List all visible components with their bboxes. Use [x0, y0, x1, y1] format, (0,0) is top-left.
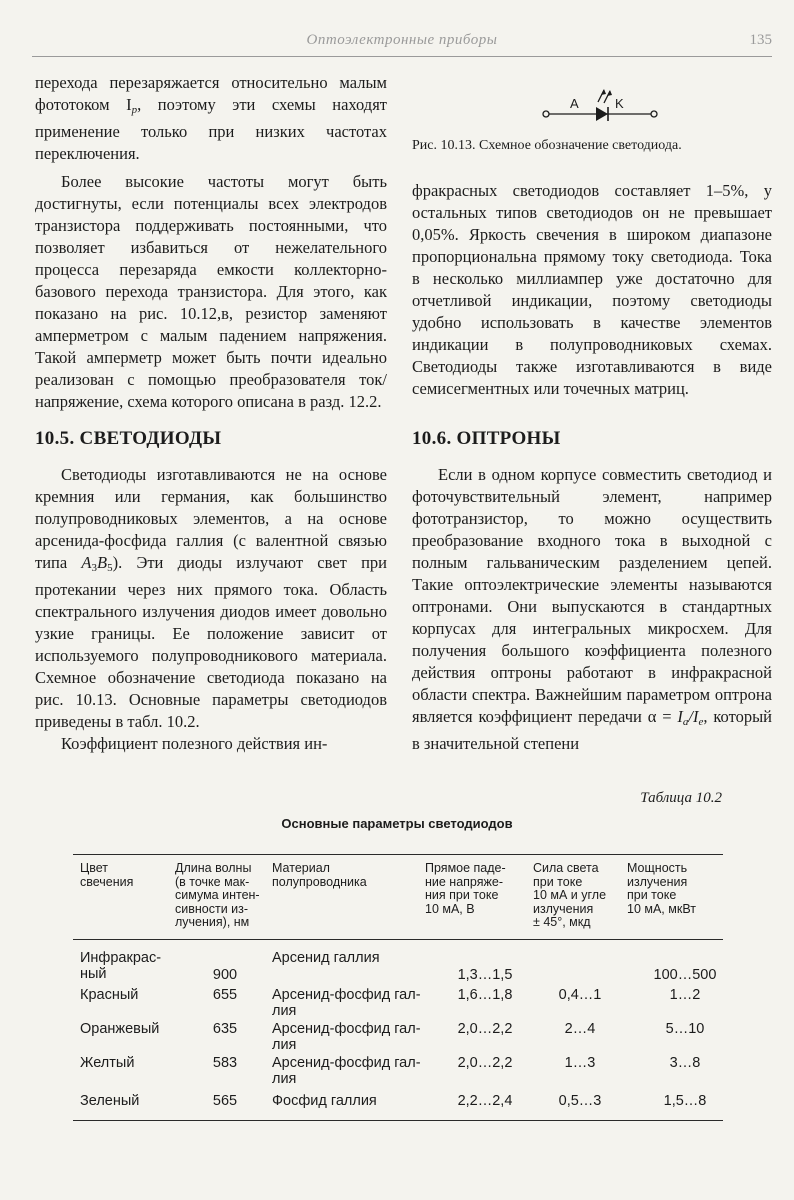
text: Если в одном корпусе совместить светодиод и фоточувствительный элемент, например фототранзистор, то можно осуществить преобразование входного тока в выходной с полным гальваническим разделением цепей. Такие оптоэлектрические элементы называются оптронами. Они выпускаются в стандартных корпусах для интегральных микросхем. Для получения большого коэффициента полезного действия оптроны работают в инфракрасной области спектра. Важнейшим параметром оптрона является коэффициент передачи α = — [412, 465, 772, 726]
text: , поэтому эти схемы находят применение только при низких частотах переключения. — [35, 95, 387, 163]
table-header-cell: Сила света при токе 10 мА и угле излучения ± 45°, мкд — [533, 861, 607, 929]
text: ). Эти диоды излучают свет при протекании через них прямого тока. Область спектрального излучения диодов имеет довольно узкие границы. Ее положение зависит от используемого полупроводникового материала. Схемное обозначение светодиода показано на рис. 10.13. Основные параметры светодиодов приведены в табл. 10.2. — [35, 553, 387, 731]
paragraph: фракрасных светодиодов составляет 1–5%, у остальных типов светодиодов он не превышает 0,05%. Яркость свечения в широком диапазоне пропорциональна прямому току светодиода. Тока в несколько миллиампер уже достаточно для отчетливой индикации, поэтому светодиоды удобно использовать в качестве элементов индикации в полупроводниковых схемах. Светодиоды также изготавливаются в виде семисегментных или точечных матриц. — [412, 181, 772, 398]
table-header-cell: Цвет свечения — [80, 861, 134, 889]
table-cell-power: 3…8 — [669, 1055, 701, 1071]
table-cell-intensity: 0,4…1 — [558, 987, 602, 1003]
table-header-cell: Длина волны (в точке мак- симума интен- сивности из- лучения), нм — [175, 861, 260, 929]
paragraph — [412, 464, 772, 755]
table-cell-power: 1,5…8 — [663, 1093, 707, 1109]
led-symbol-figure — [540, 86, 660, 126]
running-head-title: Оптоэлектронные приборы — [306, 32, 498, 48]
cathode-label: K — [615, 96, 624, 111]
table-cell-intensity: 2…4 — [564, 1021, 596, 1037]
subscript: 3 — [91, 562, 98, 574]
left-column-bottom — [35, 464, 387, 755]
table-bottom-rule — [73, 1120, 723, 1121]
table-cell-material: Арсенид-фосфид гал- лия — [272, 987, 421, 1019]
paragraph: Коэффициент полезного действия ин- — [61, 734, 328, 753]
table-cell-wavelength: 635 — [212, 1021, 238, 1037]
running-head — [32, 32, 772, 57]
table-cell-voltage: 1,6…1,8 — [457, 987, 513, 1003]
text: перехода перезаряжается относительно малым фототоком I — [35, 73, 387, 114]
table-cell-voltage: 2,0…2,2 — [457, 1021, 513, 1037]
table-cell-material: Арсенид галлия — [272, 950, 380, 966]
formula: I — [677, 707, 683, 726]
formula: /I — [688, 707, 699, 726]
section-heading-optocouplers: 10.6. ОПТРОНЫ — [412, 428, 561, 449]
text: , который в значительной степени — [412, 707, 772, 753]
table-cell-color: Инфракрас- ный — [80, 950, 162, 982]
table-cell-material: Фосфид галлия — [272, 1093, 377, 1109]
table-cell-color: Оранжевый — [80, 1021, 160, 1037]
table-cell-wavelength: 583 — [212, 1055, 238, 1071]
left-column-top — [35, 72, 387, 413]
table-cell-power: 1…2 — [669, 987, 701, 1003]
table-cell-color: Красный — [80, 987, 139, 1003]
anode-label: A — [570, 96, 579, 111]
paragraph: Более высокие частоты могут быть достигнуты, если потенциалы всех электродов транзистора поддерживать постоянными, что позволяет избавиться от нежелательного процесса перезаряда емкости коллекторно-базового перехода транзистора. Для этого, как показано на рис. 10.12,в, резистор заменяют амперметром с малым падением напряжения. Такой амперметр может быть почти идеально реализован с помощью преобразователя ток/напряжение, схема которого описана в разд. 12.2. — [35, 172, 387, 411]
section-heading-leds: 10.5. СВЕТОДИОДЫ — [35, 428, 222, 449]
right-column-top — [412, 180, 772, 400]
table-top-rule — [73, 854, 723, 855]
table-cell-power: 100…500 — [653, 967, 717, 983]
right-column-bottom — [412, 464, 772, 755]
table-header-rule — [73, 939, 723, 940]
subscript: a — [682, 716, 689, 728]
paragraph — [35, 72, 387, 165]
subscript: e — [698, 716, 704, 728]
table-cell-voltage: 1,3…1,5 — [457, 967, 513, 983]
table-cell-material: Арсенид-фосфид гал- лия — [272, 1055, 421, 1087]
table-cell-material: Арсенид-фосфид гал- лия — [272, 1021, 421, 1053]
table-label: Таблица 10.2 — [640, 790, 722, 806]
subscript: 5 — [107, 562, 113, 574]
formula: B — [97, 553, 108, 572]
formula: A — [81, 553, 92, 572]
table-cell-wavelength: 565 — [212, 1093, 238, 1109]
subscript: p — [131, 104, 138, 116]
table-header-cell: Мощность излучения при токе 10 мА, мкВт — [627, 861, 696, 916]
table-cell-color: Зеленый — [80, 1093, 140, 1109]
table-cell-color: Желтый — [80, 1055, 135, 1071]
table-title: Основные параметры светодиодов — [281, 816, 513, 831]
table-cell-wavelength: 655 — [212, 987, 238, 1003]
table-cell-intensity: 1…3 — [564, 1055, 596, 1071]
table-header-cell: Прямое паде- ние напряже- ния при токе 10 мА, В — [425, 861, 506, 916]
figure-caption: Рис. 10.13. Схемное обозначение светодиода. — [412, 138, 682, 153]
table-cell-voltage: 2,0…2,2 — [457, 1055, 513, 1071]
page-number: 135 — [749, 32, 772, 48]
table-cell-intensity: 0,5…3 — [558, 1093, 602, 1109]
table-cell-wavelength: 900 — [212, 967, 238, 983]
table-header-cell: Материал полупроводника — [272, 861, 367, 889]
paragraph — [35, 464, 387, 733]
text: Светодиоды изготавливаются не на основе кремния или германия, как большинство полупроводниковых элементов, а на основе арсенида-фосфида галлия (с валентной связью типа — [35, 465, 387, 572]
table-cell-power: 5…10 — [665, 1021, 705, 1037]
table-cell-voltage: 2,2…2,4 — [457, 1093, 513, 1109]
